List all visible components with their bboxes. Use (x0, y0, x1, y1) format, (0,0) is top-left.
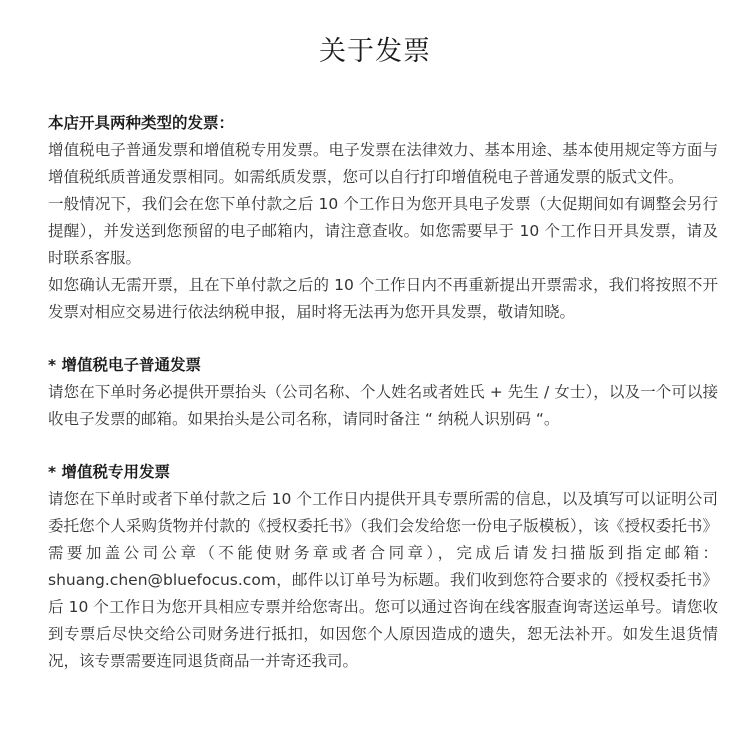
page-title: 关于发票 (319, 36, 431, 67)
section-gap (48, 433, 718, 459)
intro-paragraph-2: 一般情况下，我们会在您下单付款之后 10 个工作日为您开具电子发票（大促期间如有调整会另行提醒），并发送到您预留的电子邮箱内，请注意查收。如您需要早于 10 个工作日开具发票，请及时联系客服。 (48, 195, 718, 267)
normal-invoice-heading: * 增值税电子普通发票 (48, 356, 202, 374)
invoice-content (48, 110, 718, 675)
special-invoice-text: 请您在下单时或者下单付款之后 10 个工作日内提供开具专票所需的信息，以及填写可以证明公司委托您个人采购货物并付款的《授权委托书》（我们会发给您一份电子版模板），该《授权委托书》需要加盖公司公章（不能使财务章或者合同章），完成后请发扫描版到指定邮箱：shuang.chen@bluefocus.com，邮件以订单号为标题。我们收到您符合要求的《授权委托书》后 10 个工作日为您开具相应专票并给您寄出。您可以通过咨询在线客服查询寄送运单号。请您收到专票后尽快交给公司财务进行抵扣，如因您个人原因造成的遗失，恕无法补开。如发生退货情况，该专票需要连同退货商品一并寄还我司。 (48, 490, 718, 670)
section-gap (48, 326, 718, 352)
intro-paragraph-1: 增值税电子普通发票和增值税专用发票。电子发票在法律效力、基本用途、基本使用规定等方面与增值税纸质普通发票相同。如需纸质发票，您可以自行打印增值税电子普通发票的版式文件。 (48, 141, 718, 186)
special-invoice-heading: * 增值税专用发票 (48, 463, 171, 481)
intro-paragraph-3: 如您确认无需开票，且在下单付款之后的 10 个工作日内不再重新提出开票需求，我们将按照不开发票对相应交易进行依法纳税申报，届时将无法再为您开具发票，敬请知晓。 (48, 276, 718, 321)
intro-heading: 本店开具两种类型的发票： (48, 114, 235, 132)
normal-invoice-text: 请您在下单时务必提供开票抬头（公司名称、个人姓名或者姓氏 + 先生 / 女士），以及一个可以接收电子发票的邮箱。如果抬头是公司名称，请同时备注 “ 纳税人识别码 “。 (48, 383, 718, 428)
